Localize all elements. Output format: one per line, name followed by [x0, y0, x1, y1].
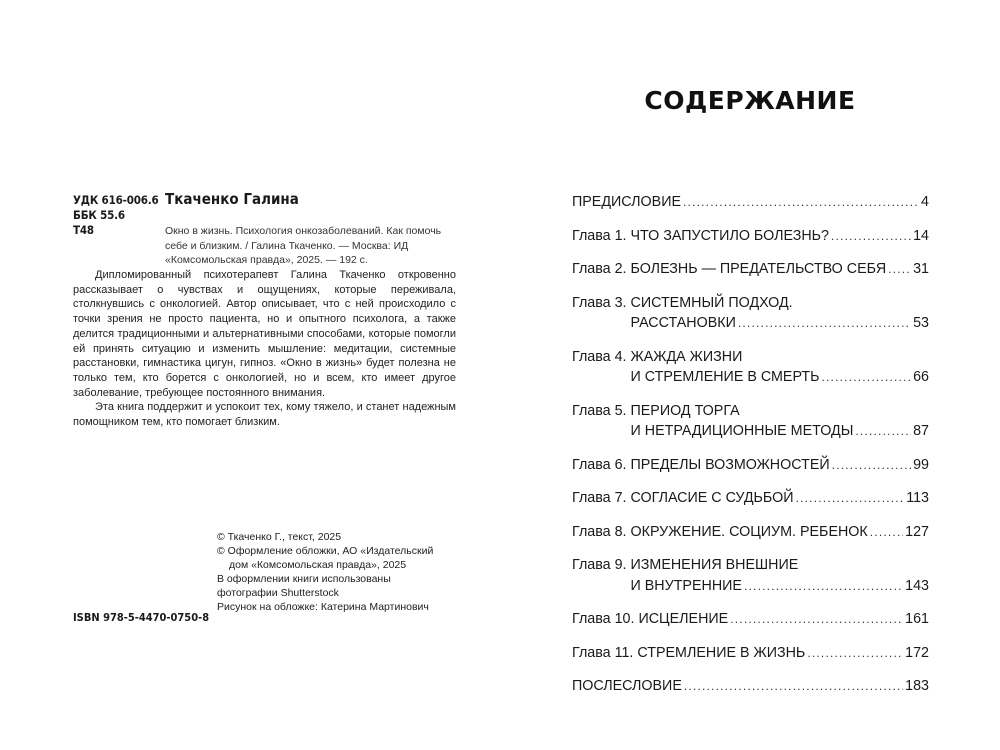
toc-title: И ВНУТРЕННИЕ: [630, 577, 742, 594]
dot-leader: [870, 522, 903, 543]
dot-leader: [744, 576, 903, 597]
toc-entry-body: [631, 259, 930, 280]
text-copyright: © Ткаченко Г., текст, 2025: [217, 531, 342, 543]
toc-entry-body: [631, 555, 930, 596]
dot-leader: [855, 421, 911, 442]
copyright-block: [217, 530, 467, 614]
bibliographic-record: Окно в жизнь. Психология онкозаболеваний. Как помочь себе и близким. / Галина Ткаченко. — Москва: ИД «Комсомольская правда», 2025. — 192 с.: [165, 225, 442, 266]
toc-title: ИСЦЕЛЕНИЕ: [638, 611, 729, 627]
toc-title-line: [631, 488, 930, 509]
toc-chapter-number: Глава 3.: [572, 294, 631, 311]
toc-chapter-number: Глава 11.: [572, 644, 638, 661]
udc-code: УДК 616-006.6: [73, 193, 159, 207]
toc-entry-body: [638, 609, 929, 630]
toc-title: ЧТО ЗАПУСТИЛО БОЛЕЗНЬ?: [630, 227, 829, 244]
classification-codes: [73, 193, 159, 238]
toc-page-number: 87: [913, 423, 929, 439]
toc-title-line: [631, 401, 930, 422]
photo-credit-cont: фотографии Shutterstock: [217, 587, 339, 599]
toc-entry-body: [631, 347, 930, 388]
dot-leader: [684, 676, 903, 697]
toc-title-line: [631, 455, 930, 476]
author-mark: Т48: [73, 223, 94, 237]
photo-credit: В оформлении книги использованы: [217, 573, 391, 585]
toc-page-number: 99: [913, 456, 929, 473]
dot-leader: [796, 488, 905, 509]
toc-page-number: 4: [921, 194, 929, 210]
toc-chapter-number: Глава 10.: [572, 611, 639, 627]
dot-leader: [730, 609, 903, 630]
toc-title-line: [631, 347, 930, 368]
toc-entry[interactable]: [572, 455, 929, 476]
toc-entry-body: [631, 522, 930, 543]
toc-title-line: [637, 643, 929, 664]
toc-title: СОГЛАСИЕ С СУДЬБОЙ: [630, 490, 794, 506]
contents-page: [500, 0, 1000, 750]
toc-entry[interactable]: [572, 226, 929, 247]
toc-title: ПРЕДИСЛОВИЕ: [572, 194, 682, 210]
toc-chapter-number: Глава 4.: [572, 348, 631, 365]
toc-title: ПОСЛЕСЛОВИЕ: [572, 678, 682, 694]
toc-title-line: [572, 192, 929, 213]
toc-title-line: [631, 555, 930, 576]
toc-title-line: [572, 676, 929, 697]
dot-leader: [831, 226, 911, 247]
toc-title: СИСТЕМНЫЙ ПОДХОД.: [630, 294, 793, 311]
toc-entry[interactable]: [572, 643, 929, 664]
toc-page-number: 161: [905, 611, 929, 627]
cover-copyright-cont: дом «Комсомольская правда», 2025: [229, 559, 407, 571]
toc-page-number: 143: [905, 577, 929, 594]
toc-title: ОКРУЖЕНИЕ. СОЦИУМ. РЕБЕНОК: [630, 523, 868, 540]
toc-chapter-number: Глава 2.: [572, 261, 631, 277]
toc-entry[interactable]: [572, 401, 929, 442]
toc-title: И НЕТРАДИЦИОННЫЕ МЕТОДЫ: [630, 423, 854, 439]
toc-page-number: 183: [905, 678, 929, 694]
dot-leader: [683, 192, 919, 213]
toc-chapter-number: Глава 7.: [572, 490, 631, 506]
annotation-paragraph: Дипломированный психотерапевт Галина Ткаченко откровенно рассказывает о чувствах и ощущениях, которые переживала, столкнувшись с онкологией. Автор описывает, что с ней происходило с точки зрения не просто пациента, но и опытного психолога, а также делится традиционными и альтернативными способами, которые помогли ей принять ситуацию и изменить мышление: медитации, системные расстановки, гимнастика цигун, гипноз. «Окно в жизнь» будет полезна не только тем, кто борется с онкологией, но и всем, кто имеет другое заболевание, требующее постоянного внимания.: [73, 269, 456, 399]
toc-page-number: 127: [905, 523, 929, 540]
dot-leader: [807, 643, 903, 664]
toc-entry[interactable]: [572, 347, 929, 388]
toc-entry[interactable]: [572, 488, 929, 509]
toc-title-line: [631, 226, 930, 247]
toc-title: ПЕРИОД ТОРГА: [630, 402, 740, 419]
toc-page-number: 66: [913, 369, 929, 385]
annotation-paragraph: Эта книга поддержит и успокоит тех, кому тяжело, и станет надежным помощником тем, кто помогает близким.: [73, 401, 456, 429]
toc-entry-body: [631, 455, 930, 476]
dot-leader: [832, 455, 911, 476]
toc-entry-body: [631, 293, 930, 334]
toc-entry-body: [572, 192, 929, 213]
toc-entry[interactable]: [572, 259, 929, 280]
author-name: Ткаченко Галина: [165, 190, 299, 208]
toc-entry-body: [572, 676, 929, 697]
toc-entry-body: [631, 488, 930, 509]
toc-title-line: [631, 522, 930, 543]
toc-page-number: 113: [906, 490, 929, 506]
table-of-contents: [572, 192, 929, 710]
toc-entry[interactable]: [572, 676, 929, 697]
toc-entry-body: [631, 401, 930, 442]
toc-page-number: 14: [913, 227, 929, 244]
bbk-code: ББК 55.6: [73, 208, 125, 222]
contents-title: СОДЕРЖАНИЕ: [644, 86, 856, 115]
annotation: [73, 268, 456, 430]
dot-leader: [738, 313, 911, 334]
toc-title-line: [631, 293, 930, 314]
toc-title-line: [631, 367, 930, 388]
toc-title: БОЛЕЗНЬ — ПРЕДАТЕЛЬСТВО СЕБЯ: [630, 261, 887, 277]
toc-chapter-number: Глава 6.: [572, 456, 631, 473]
cover-copyright: © Оформление обложки, АО «Издательский: [217, 545, 434, 557]
isbn: ISBN 978-5-4470-0750-8: [73, 611, 210, 624]
toc-entry[interactable]: [572, 293, 929, 334]
toc-entry-body: [637, 643, 929, 664]
toc-chapter-number: Глава 8.: [572, 523, 631, 540]
toc-chapter-number: Глава 5.: [572, 402, 631, 419]
toc-title-line: [638, 609, 929, 630]
toc-title-line: [631, 576, 930, 597]
toc-title: СТРЕМЛЕНИЕ В ЖИЗНЬ: [637, 644, 806, 661]
toc-title-line: [631, 259, 930, 280]
toc-page-number: 53: [913, 315, 929, 331]
cover-art-credit: Рисунок на обложке: Катерина Мартинович: [217, 601, 429, 613]
toc-title-line: [631, 421, 930, 442]
toc-page-number: 31: [913, 261, 929, 277]
toc-entry[interactable]: [572, 555, 929, 596]
dot-leader: [821, 367, 911, 388]
toc-title: И СТРЕМЛЕНИЕ В СМЕРТЬ: [630, 369, 820, 385]
toc-entry[interactable]: [572, 192, 929, 213]
toc-chapter-number: Глава 1.: [572, 227, 631, 244]
toc-title: ЖАЖДА ЖИЗНИ: [630, 348, 743, 365]
toc-entry[interactable]: [572, 609, 929, 630]
dot-leader: [888, 259, 911, 280]
toc-entry-body: [631, 226, 930, 247]
toc-title-line: [631, 313, 930, 334]
toc-title: РАССТАНОВКИ: [630, 315, 736, 331]
toc-title: ПРЕДЕЛЫ ВОЗМОЖНОСТЕЙ: [630, 456, 830, 473]
toc-page-number: 172: [905, 644, 929, 661]
toc-chapter-number: Глава 9.: [572, 557, 631, 573]
toc-title: ИЗМЕНЕНИЯ ВНЕШНИЕ: [630, 557, 799, 573]
toc-entry[interactable]: [572, 522, 929, 543]
